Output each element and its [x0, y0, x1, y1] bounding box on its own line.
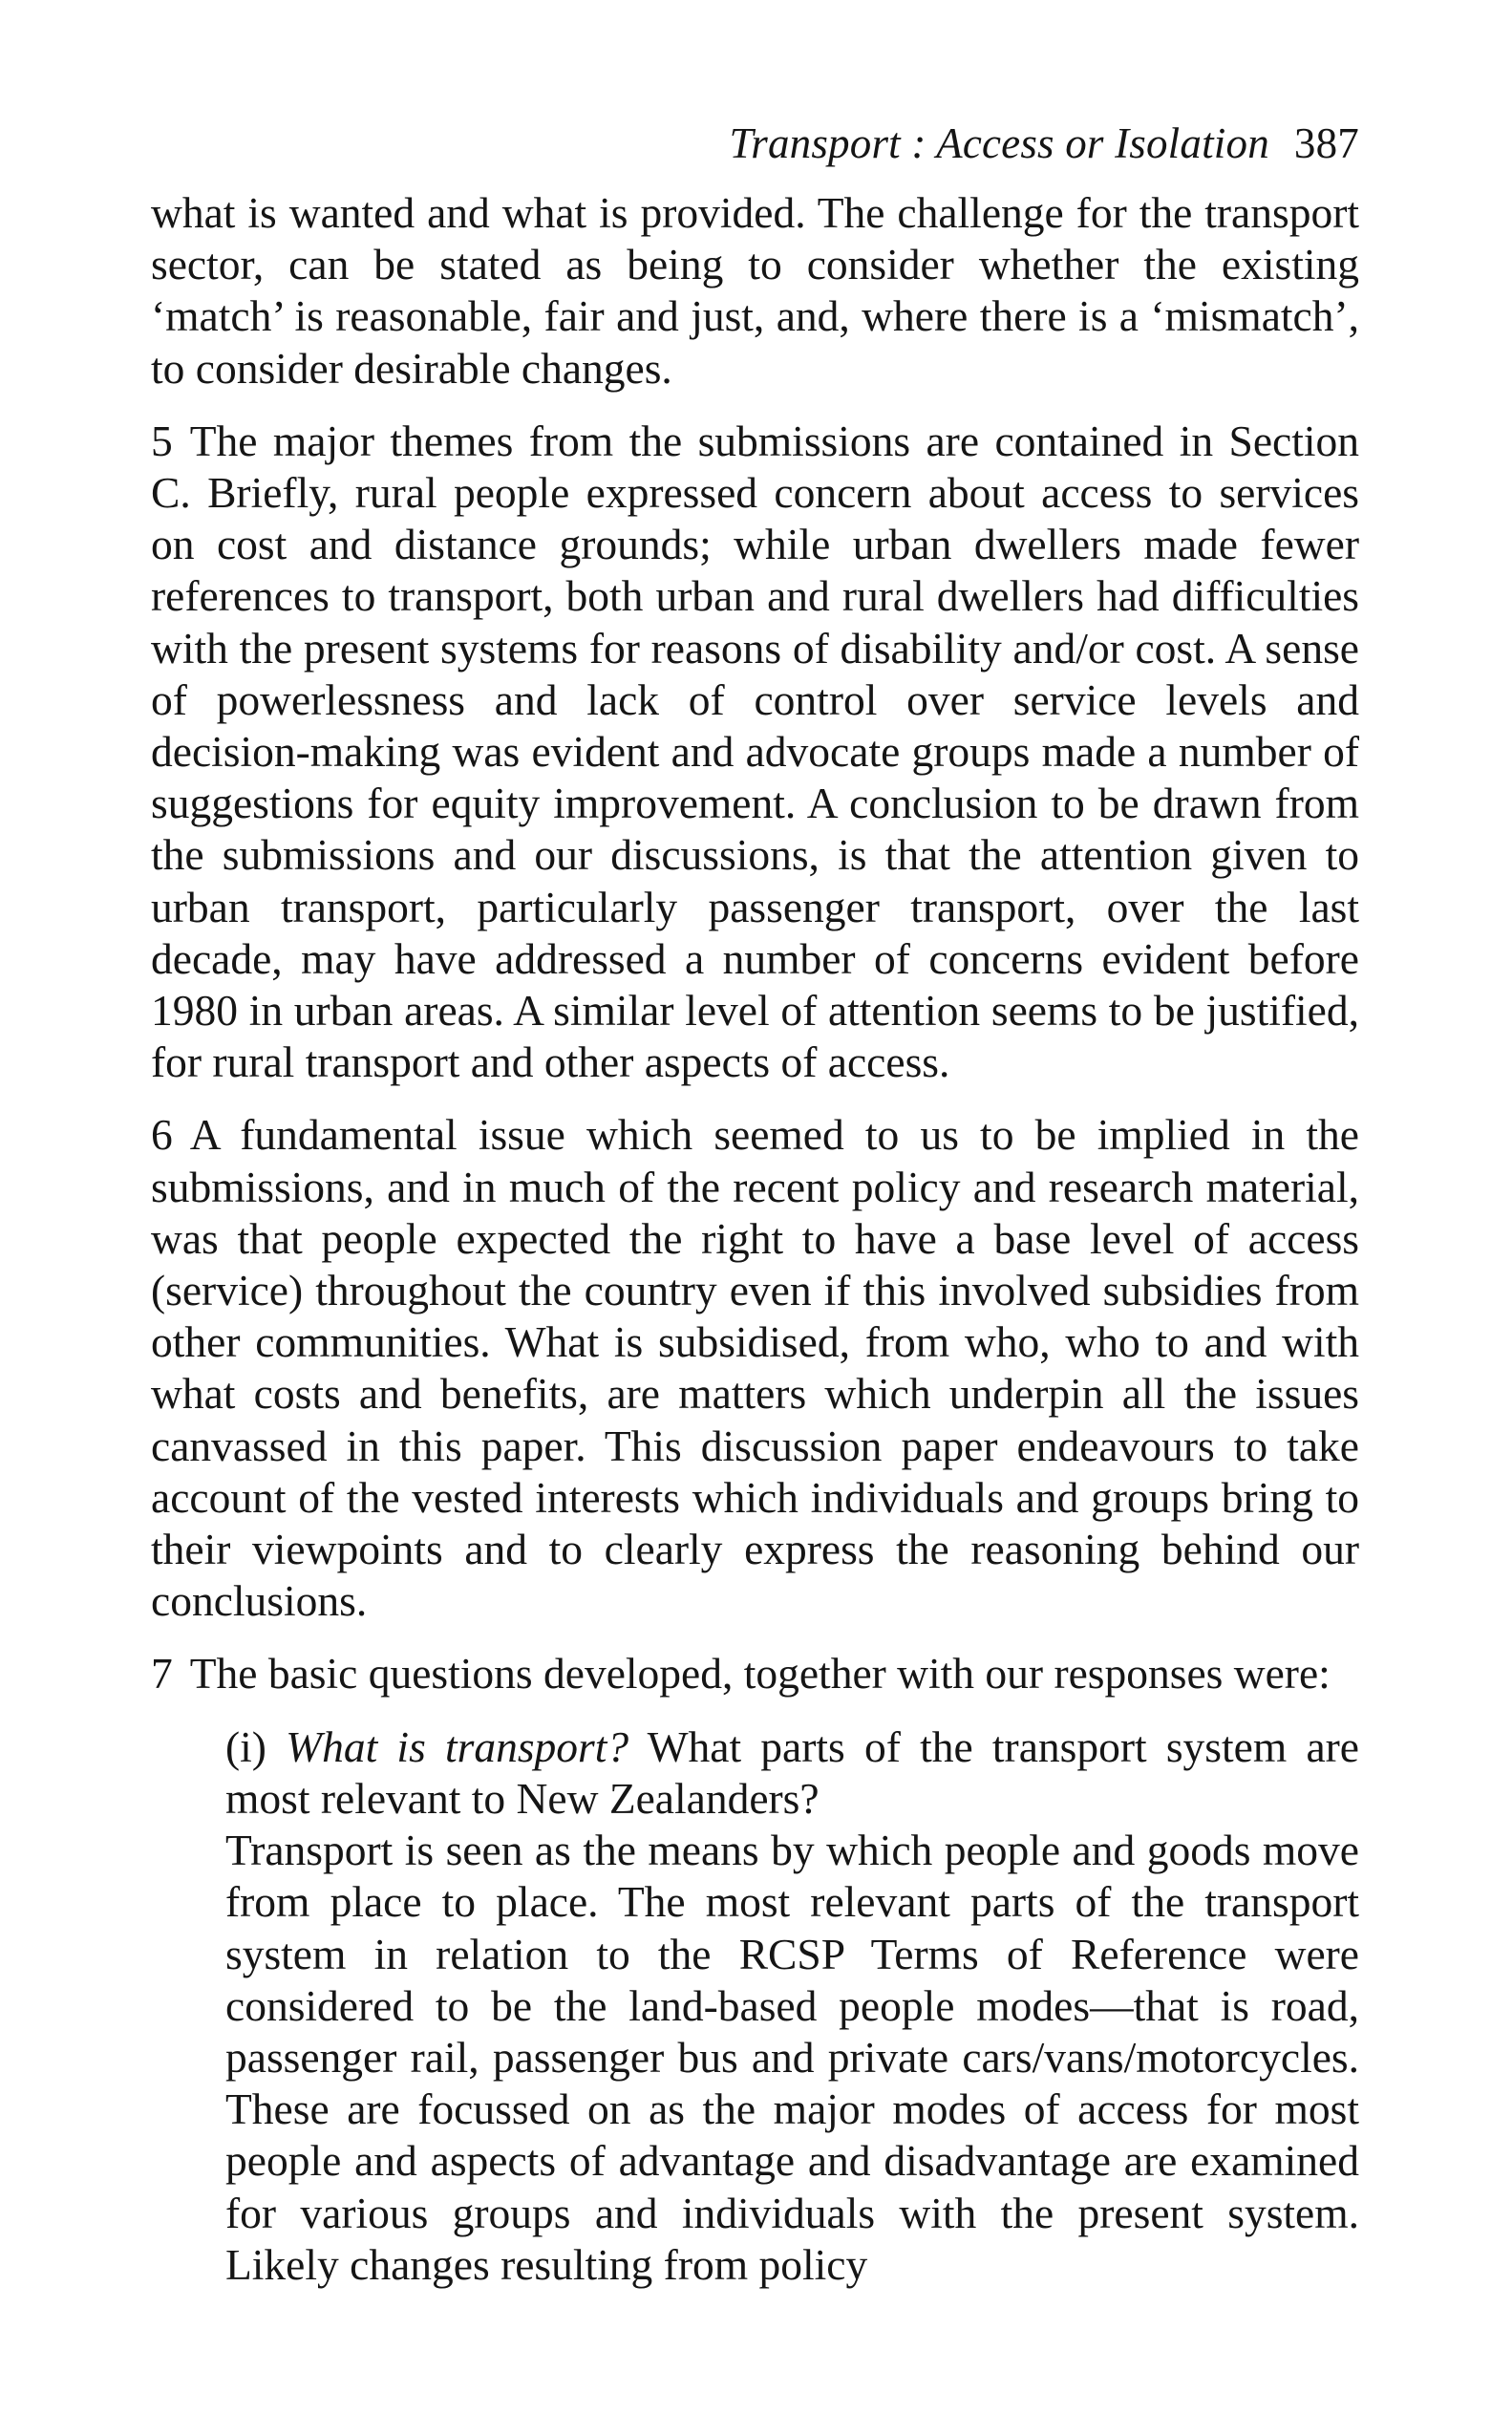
running-header [151, 115, 1359, 172]
paragraph-text: The major themes from the submissions are contained in Section C. Briefly, rural people expressed concern about access to services on cost and distance grounds; while urban dwellers made fewer references to transport, both urban and rural dwellers had difficulties with the present systems for reasons of disability and/or cost. A sense of powerlessness and lack of control over service levels and decision-making was evident and advocate groups made a number of suggestions for equity improvement. A conclusion to be drawn from the submissions and our discussions, is that the attention given to urban transport, particularly passenger transport, over the last decade, may have addressed a number of concerns evident before 1980 in urban areas. A similar level of attention seems to be justified, for rural transport and other aspects of access. [151, 416, 1359, 1087]
question-i [225, 1721, 1359, 1825]
page-number: 387 [1293, 119, 1359, 167]
paragraph-text: what is wanted and what is provided. The challenge for the transport sector, can be stated as being to consider whether the existing ‘match’ is reasonable, fair and just, and, where there is a ‘mismatch’, to consider desirable changes. [151, 188, 1359, 393]
paragraph-7 [151, 1648, 1359, 1699]
question-text: What parts of the transport system are most relevant to New Zealanders? [225, 1721, 1360, 1823]
running-head-title: Transport : Access or Isolation [729, 119, 1269, 167]
paragraph-continuation [151, 187, 1359, 395]
question-response [225, 1825, 1359, 2291]
paragraph-text: A fundamental issue which seemed to us to be implied in the submissions, and in much of the recent policy and research material, was that people expected the right to have a base level of access (service) throughout the country even if this involved subsidies from other communities. What is subsidised, from who, who to and with what costs and benefits, are matters which underpin all the issues canvassed in this paper. This discussion paper endeavours to take account of the vested interests which individuals and groups bring to their viewpoints and to clearly express the reasoning behind our conclusions. [151, 1110, 1359, 1626]
paragraph-5 [151, 416, 1359, 1089]
response-text: Transport is seen as the means by which people and goods move from place to place. The most relevant parts of the transport system in relation to the RCSP Terms of Reference were considered to be the land-based people modes—that is road, passenger rail, passenger bus and private cars/vans/motorcycles. These are focussed on as the major modes of access for most people and aspects of advantage and disadvantage are examined for various groups and individuals with the present system. Likely changes resulting from policy [225, 1826, 1359, 2289]
document-page [151, 115, 1359, 2291]
paragraph-number: 7 [151, 1649, 173, 1699]
question-label: (i) [225, 1721, 266, 1771]
paragraph-number: 6 [151, 1110, 173, 1160]
paragraph-6 [151, 1109, 1359, 1627]
question-italic: What is transport? [286, 1721, 629, 1771]
question-block [225, 1721, 1359, 2291]
paragraph-text: The basic questions developed, together with our responses were: [189, 1649, 1331, 1699]
paragraph-number: 5 [151, 416, 173, 465]
